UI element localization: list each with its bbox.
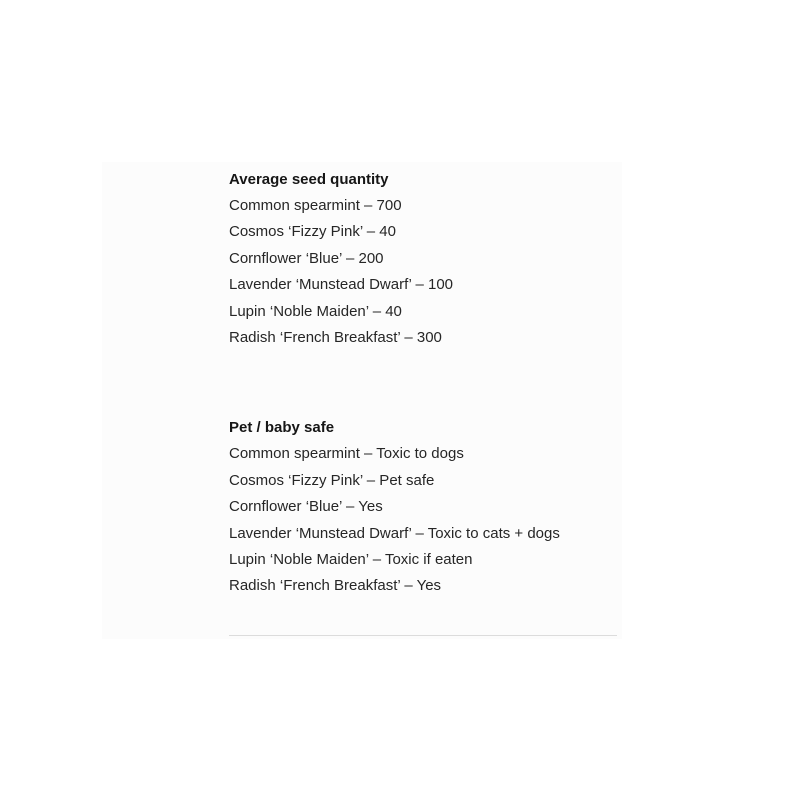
list-item: Lupin ‘Noble Maiden’ – 40 bbox=[229, 302, 402, 320]
seed-quantity-section bbox=[229, 170, 649, 348]
section-title-seed-quantity: Average seed quantity bbox=[229, 171, 389, 188]
list-item: Lavender ‘Munstead Dwarf’ – 100 bbox=[229, 276, 454, 294]
divider bbox=[229, 635, 617, 636]
product-info bbox=[229, 170, 649, 603]
list-item: Common spearmint – Toxic to dogs bbox=[229, 445, 464, 463]
list-item: Cosmos ‘Fizzy Pink’ – 40 bbox=[229, 223, 396, 241]
list-item: Lavender ‘Munstead Dwarf’ – Toxic to cats + dogs bbox=[229, 524, 560, 542]
section-title-pet-baby-safe: Pet / baby safe bbox=[229, 419, 335, 437]
pet-baby-safe-section bbox=[229, 418, 649, 596]
list-item: Cosmos ‘Fizzy Pink’ – Pet safe bbox=[229, 471, 435, 489]
section-spacer bbox=[229, 354, 649, 418]
list-item: Common spearmint – 700 bbox=[229, 197, 402, 214]
list-item: Lupin ‘Noble Maiden’ – Toxic if eaten bbox=[229, 550, 473, 568]
list-item: Radish ‘French Breakfast’ – Yes bbox=[229, 577, 442, 595]
list-item: Cornflower ‘Blue’ – 200 bbox=[229, 249, 384, 267]
list-item: Radish ‘French Breakfast’ – 300 bbox=[229, 328, 442, 346]
list-item: Cornflower ‘Blue’ – Yes bbox=[229, 498, 383, 516]
